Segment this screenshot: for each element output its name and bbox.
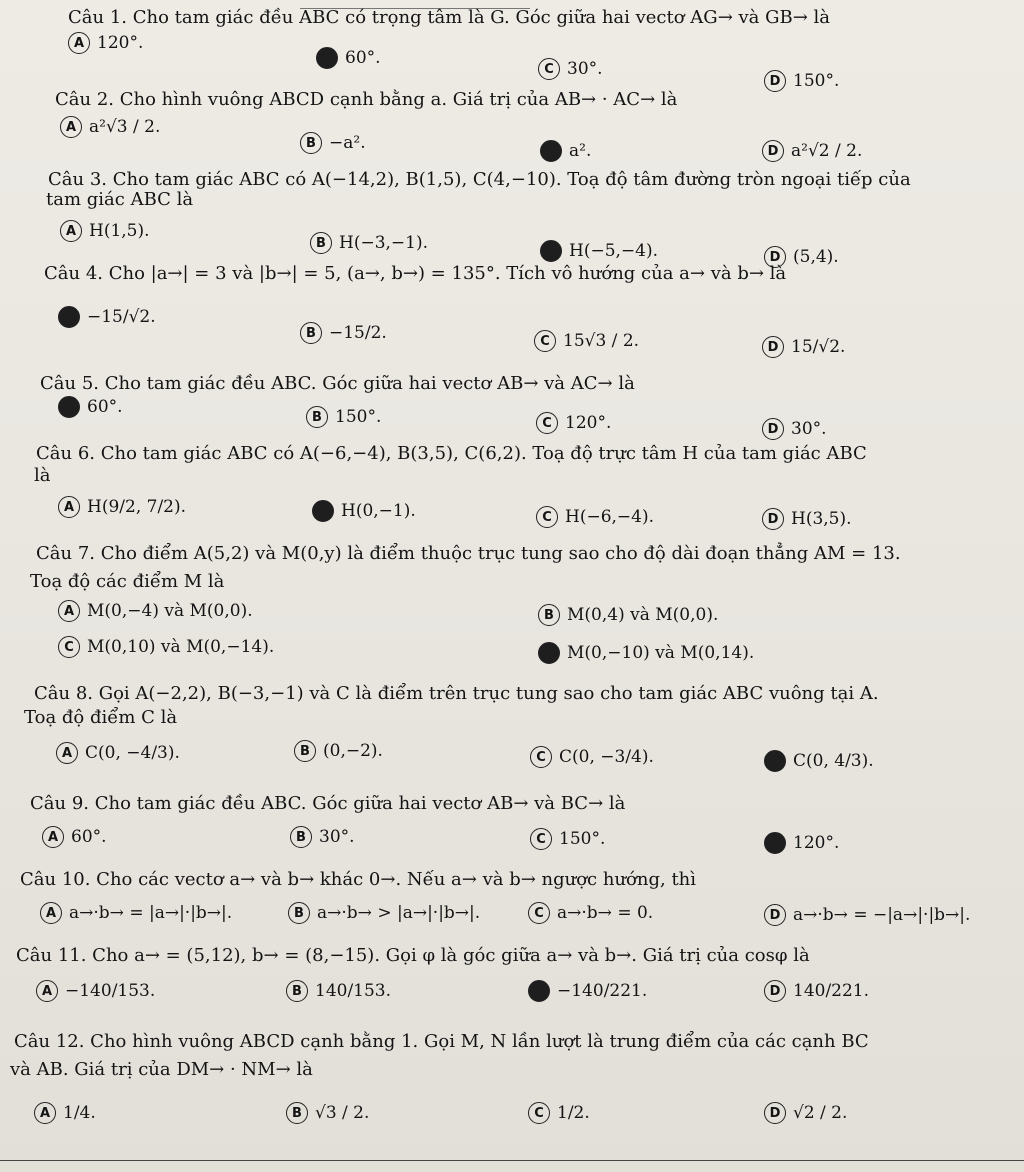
bottom-rule bbox=[0, 1160, 1024, 1161]
option-text: a². bbox=[569, 141, 592, 161]
option-d[interactable] bbox=[762, 508, 852, 530]
option-text: M(0,10) và M(0,−14). bbox=[87, 637, 275, 657]
option-letter-d: D bbox=[764, 980, 786, 1002]
option-d[interactable] bbox=[538, 642, 754, 664]
option-d[interactable] bbox=[762, 336, 845, 358]
option-a[interactable] bbox=[42, 826, 107, 848]
option-a[interactable] bbox=[58, 600, 253, 622]
option-letter-b: B bbox=[288, 902, 310, 924]
question-stem: Câu 12. Cho hình vuông ABCD cạnh bằng 1. Gọi M, N lần lượt là trung điểm của các cạnh BC bbox=[14, 1031, 869, 1052]
option-letter-c: C bbox=[540, 140, 562, 162]
option-text: H(1,5). bbox=[89, 221, 150, 241]
option-text: 150°. bbox=[559, 829, 606, 849]
option-text: 140/221. bbox=[793, 981, 870, 1001]
option-a[interactable] bbox=[60, 220, 150, 242]
question-stem-line2: và AB. Giá trị của DM→ · NM→ là bbox=[10, 1059, 313, 1080]
option-text: a²√2 / 2. bbox=[791, 141, 863, 161]
question-stem-line2: Toạ độ điểm C là bbox=[24, 707, 178, 728]
option-a[interactable] bbox=[40, 902, 232, 924]
option-c[interactable] bbox=[538, 58, 603, 80]
option-d[interactable] bbox=[764, 1102, 847, 1124]
option-letter-d: D bbox=[764, 750, 786, 772]
option-text: −a². bbox=[329, 133, 366, 153]
option-text: (0,−2). bbox=[323, 741, 383, 761]
option-text: 15/√2. bbox=[791, 337, 846, 357]
option-a[interactable] bbox=[34, 1102, 96, 1124]
question-stem-line2: là bbox=[34, 465, 51, 486]
option-text: √2 / 2. bbox=[793, 1103, 848, 1123]
option-c[interactable] bbox=[528, 980, 647, 1002]
option-letter-b: B bbox=[306, 406, 328, 428]
option-text: −140/153. bbox=[65, 981, 156, 1001]
option-text: 1/2. bbox=[557, 1103, 590, 1123]
option-letter-b: B bbox=[316, 47, 338, 69]
option-text: H(0,−1). bbox=[341, 501, 416, 521]
option-b[interactable] bbox=[310, 232, 428, 254]
option-c[interactable] bbox=[540, 240, 658, 262]
option-letter-d: D bbox=[764, 246, 786, 268]
option-c[interactable] bbox=[58, 636, 274, 658]
option-text: C(0, 4/3). bbox=[793, 751, 874, 771]
option-letter-b: B bbox=[294, 740, 316, 762]
option-text: M(0,4) và M(0,0). bbox=[567, 605, 719, 625]
option-letter-b: B bbox=[286, 980, 308, 1002]
option-text: C(0, −4/3). bbox=[85, 743, 180, 763]
option-text: a→·b→ = |a→|·|b→|. bbox=[69, 903, 233, 923]
option-letter-d: D bbox=[538, 642, 560, 664]
option-letter-b: B bbox=[538, 604, 560, 626]
option-text: 30°. bbox=[567, 59, 603, 79]
option-d[interactable] bbox=[764, 904, 970, 926]
option-letter-a: A bbox=[60, 220, 82, 242]
option-b[interactable] bbox=[306, 406, 381, 428]
option-b[interactable] bbox=[300, 132, 366, 154]
option-text: 30°. bbox=[791, 419, 827, 439]
option-text: √3 / 2. bbox=[315, 1103, 370, 1123]
option-c[interactable] bbox=[536, 506, 654, 528]
option-text: H(−6,−4). bbox=[565, 507, 655, 527]
question-stem: Câu 4. Cho |a→| = 3 và |b→| = 5, (a→, b→) = 135°. Tích vô hướng của a→ và b→ là bbox=[44, 263, 787, 284]
option-c[interactable] bbox=[530, 828, 605, 850]
option-letter-a: A bbox=[68, 32, 90, 54]
option-text: H(−3,−1). bbox=[339, 233, 429, 253]
option-c[interactable] bbox=[540, 140, 591, 162]
option-b[interactable] bbox=[294, 740, 383, 762]
option-text: a→·b→ = −|a→|·|b→|. bbox=[793, 905, 971, 925]
option-a[interactable] bbox=[58, 306, 156, 328]
option-text: 30°. bbox=[319, 827, 355, 847]
option-text: 1/4. bbox=[63, 1103, 96, 1123]
option-letter-c: C bbox=[536, 412, 558, 434]
option-letter-a: A bbox=[34, 1102, 56, 1124]
option-letter-a: A bbox=[58, 396, 80, 418]
option-letter-d: D bbox=[762, 418, 784, 440]
option-letter-a: A bbox=[58, 496, 80, 518]
option-letter-b: B bbox=[312, 500, 334, 522]
question-stem-line2: tam giác ABC là bbox=[46, 189, 194, 210]
option-b[interactable] bbox=[300, 322, 387, 344]
option-letter-b: B bbox=[290, 826, 312, 848]
option-a[interactable] bbox=[68, 32, 143, 54]
question-stem: Câu 10. Cho các vectơ a→ và b→ khác 0→. Nếu a→ và b→ ngược hướng, thì bbox=[20, 869, 697, 890]
option-letter-b: B bbox=[286, 1102, 308, 1124]
question-stem: Câu 1. Cho tam giác đều ABC có trọng tâm là G. Góc giữa hai vectơ AG→ và GB→ là bbox=[68, 7, 831, 28]
option-text: 60°. bbox=[345, 48, 381, 68]
option-letter-c: C bbox=[536, 506, 558, 528]
option-letter-c: C bbox=[538, 58, 560, 80]
question-stem: Câu 6. Cho tam giác ABC có A(−6,−4), B(3,5), C(6,2). Toạ độ trực tâm H của tam giác ABC bbox=[36, 443, 867, 464]
option-a[interactable] bbox=[58, 396, 123, 418]
option-text: 120°. bbox=[97, 33, 144, 53]
option-letter-a: A bbox=[60, 116, 82, 138]
option-letter-d: D bbox=[764, 904, 786, 926]
option-letter-a: A bbox=[58, 600, 80, 622]
option-text: −140/221. bbox=[557, 981, 648, 1001]
option-letter-a: A bbox=[42, 826, 64, 848]
option-letter-c: C bbox=[528, 1102, 550, 1124]
question-stem: Câu 3. Cho tam giác ABC có A(−14,2), B(1,5), C(4,−10). Toạ độ tâm đường tròn ngoại tiếp của bbox=[48, 169, 911, 190]
option-text: H(3,5). bbox=[791, 509, 852, 529]
option-letter-b: B bbox=[300, 132, 322, 154]
question-stem: Câu 11. Cho a→ = (5,12), b→ = (8,−15). Gọi φ là góc giữa a→ và b→. Giá trị của cosφ là bbox=[16, 945, 810, 966]
option-d[interactable] bbox=[764, 980, 869, 1002]
option-text: 120°. bbox=[565, 413, 612, 433]
option-a[interactable] bbox=[60, 116, 160, 138]
option-text: M(0,−10) và M(0,14). bbox=[567, 643, 755, 663]
option-letter-c: C bbox=[58, 636, 80, 658]
question-stem: Câu 2. Cho hình vuông ABCD cạnh bằng a. Giá trị của AB→ · AC→ là bbox=[55, 89, 678, 110]
option-c[interactable] bbox=[536, 412, 611, 434]
option-letter-b: B bbox=[310, 232, 332, 254]
option-text: 15√3 / 2. bbox=[563, 331, 640, 351]
option-text: C(0, −3/4). bbox=[559, 747, 654, 767]
option-letter-d: D bbox=[764, 832, 786, 854]
option-text: 60°. bbox=[71, 827, 107, 847]
option-letter-a: A bbox=[40, 902, 62, 924]
question-stem: Câu 8. Gọi A(−2,2), B(−3,−1) và C là điểm trên trục tung sao cho tam giác ABC vuông tại A. bbox=[34, 683, 879, 704]
option-c[interactable] bbox=[528, 902, 653, 924]
option-letter-c: C bbox=[530, 828, 552, 850]
option-text: a→·b→ > |a→|·|b→|. bbox=[317, 903, 481, 923]
option-b[interactable] bbox=[286, 980, 391, 1002]
option-text: M(0,−4) và M(0,0). bbox=[87, 601, 253, 621]
option-letter-a: A bbox=[58, 306, 80, 328]
option-b[interactable] bbox=[286, 1102, 369, 1124]
option-a[interactable] bbox=[36, 980, 155, 1002]
question-stem: Câu 7. Cho điểm A(5,2) và M(0,y) là điểm thuộc trục tung sao cho độ dài đoạn thẳng AM = 13. bbox=[36, 543, 901, 564]
option-a[interactable] bbox=[56, 742, 180, 764]
option-text: a²√3 / 2. bbox=[89, 117, 161, 137]
option-letter-d: D bbox=[762, 336, 784, 358]
question-stem-line2: Toạ độ các điểm M là bbox=[30, 571, 225, 592]
option-text: 140/153. bbox=[315, 981, 392, 1001]
option-text: −15/√2. bbox=[87, 307, 156, 327]
option-d[interactable] bbox=[764, 832, 839, 854]
option-letter-c: C bbox=[540, 240, 562, 262]
option-text: H(9/2, 7/2). bbox=[87, 497, 187, 517]
option-letter-c: C bbox=[528, 902, 550, 924]
option-c[interactable] bbox=[534, 330, 639, 352]
option-d[interactable] bbox=[762, 418, 827, 440]
question-stem: Câu 5. Cho tam giác đều ABC. Góc giữa hai vectơ AB→ và AC→ là bbox=[40, 373, 635, 394]
option-letter-c: C bbox=[530, 746, 552, 768]
option-letter-d: D bbox=[762, 140, 784, 162]
option-c[interactable] bbox=[528, 1102, 590, 1124]
option-b[interactable] bbox=[316, 47, 381, 69]
option-b[interactable] bbox=[312, 500, 416, 522]
option-text: a→·b→ = 0. bbox=[557, 903, 654, 923]
option-letter-d: D bbox=[764, 1102, 786, 1124]
option-text: H(−5,−4). bbox=[569, 241, 659, 261]
option-a[interactable] bbox=[58, 496, 186, 518]
option-text: 150°. bbox=[793, 71, 840, 91]
question-stem: Câu 9. Cho tam giác đều ABC. Góc giữa hai vectơ AB→ và BC→ là bbox=[30, 793, 626, 814]
option-letter-a: A bbox=[36, 980, 58, 1002]
option-letter-a: A bbox=[56, 742, 78, 764]
option-letter-d: D bbox=[762, 508, 784, 530]
option-d[interactable] bbox=[764, 750, 874, 772]
option-d[interactable] bbox=[762, 140, 862, 162]
option-b[interactable] bbox=[290, 826, 355, 848]
option-letter-b: B bbox=[300, 322, 322, 344]
option-letter-c: C bbox=[534, 330, 556, 352]
option-text: 60°. bbox=[87, 397, 123, 417]
option-b[interactable] bbox=[288, 902, 480, 924]
option-b[interactable] bbox=[538, 604, 718, 626]
option-text: 150°. bbox=[335, 407, 382, 427]
option-text: (5,4). bbox=[793, 247, 839, 267]
option-letter-d: D bbox=[764, 70, 786, 92]
option-letter-c: C bbox=[528, 980, 550, 1002]
option-c[interactable] bbox=[530, 746, 654, 768]
option-text: 120°. bbox=[793, 833, 840, 853]
option-text: −15/2. bbox=[329, 323, 387, 343]
